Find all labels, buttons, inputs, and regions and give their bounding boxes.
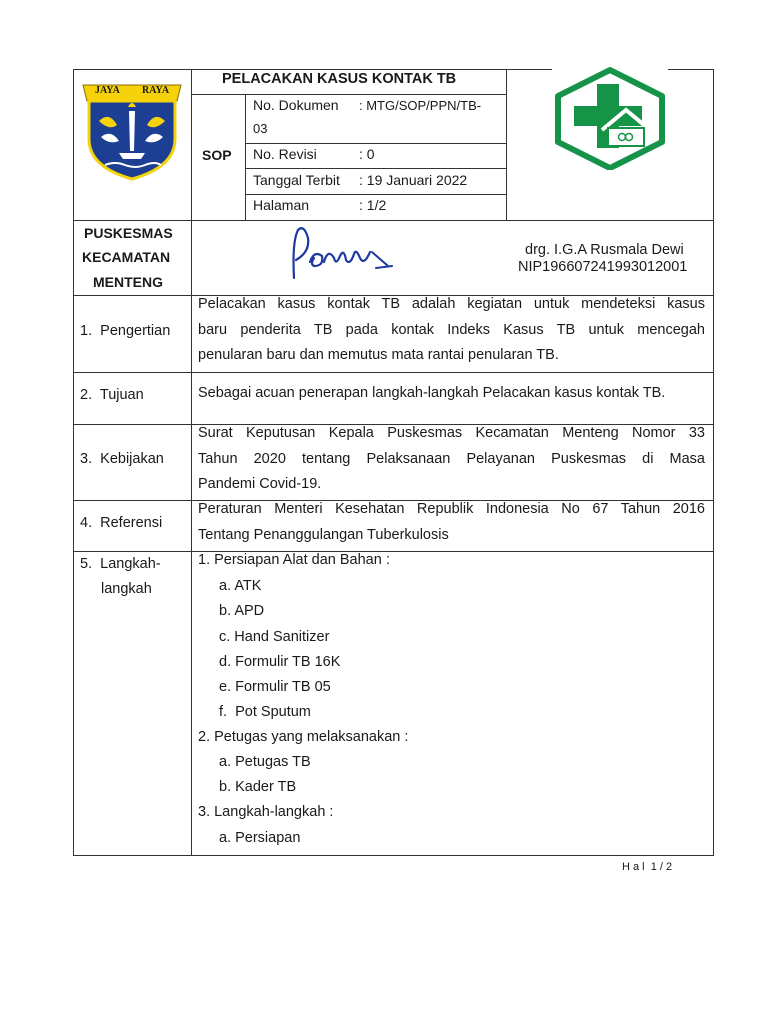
text-line: Pandemi Covid-19. — [198, 476, 322, 492]
header-field-line — [245, 143, 506, 144]
signer-name: drg. I.G.A Rusmala Dewi — [525, 242, 684, 258]
field-label-tanggal-terbit: Tanggal Terbit — [253, 172, 340, 188]
field-label-no-revisi: No. Revisi — [253, 146, 317, 162]
section-label-referensi: 4. Referensi — [80, 515, 163, 531]
field-label-no-dokumen: No. Dokumen — [253, 97, 339, 113]
sop-label: SOP — [202, 147, 232, 163]
section-label-tujuan: 2. Tujuan — [80, 387, 144, 403]
org-name-line-3: MENTENG — [93, 274, 163, 290]
field-value-tanggal-terbit: : 19 Januari 2022 — [359, 172, 468, 188]
emblem-text-raya: RAYA — [142, 85, 170, 96]
text-line: Tentang Penanggulangan Tuberkulosis — [198, 526, 449, 543]
section-label-langkah: 5. Langkah- — [80, 556, 161, 572]
row-line — [73, 551, 713, 552]
field-label-halaman: Halaman — [253, 197, 310, 213]
text-line: Surat Keputusan Kepala Puskesmas Kecamatan Menteng Nomor 33 — [198, 425, 705, 441]
section-label-kebijakan: 3. Kebijakan — [80, 451, 164, 467]
header-field-line — [245, 194, 506, 195]
table-border-left — [73, 69, 74, 856]
header-divider-logo — [506, 69, 507, 220]
text-line: penularan baru dan memutus mata rantai penularan TB. — [198, 347, 559, 363]
list-item: 3. Langkah-langkah : — [198, 804, 334, 820]
list-item: a. ATK — [219, 578, 262, 594]
list-item: d. Formulir TB 16K — [219, 654, 341, 670]
field-value-halaman: : 1/2 — [359, 197, 387, 213]
document-title: PELACAKAN KASUS KONTAK TB — [222, 71, 457, 87]
pengertian-text — [198, 292, 705, 369]
text-line: Peraturan Menteri Kesehatan Republik Indonesia No 67 Tahun 2016 — [198, 501, 705, 517]
text-line: Sebagai acuan penerapan langkah-langkah Pelacakan kasus kontak TB. — [198, 385, 666, 401]
text-line: Tahun 2020 tentang Pelaksanaan Pelayanan Puskesmas di Masa — [198, 450, 705, 467]
column-divider — [191, 69, 192, 856]
list-item: c. Hand Sanitizer — [219, 629, 330, 645]
field-value-no-revisi: : 0 — [359, 146, 375, 162]
page-number: H a l 1 / 2 — [622, 861, 673, 873]
kebijakan-text — [198, 421, 705, 498]
list-item: e. Formulir TB 05 — [219, 679, 331, 695]
table-border-bottom — [73, 855, 713, 856]
header-divider-sop — [245, 94, 246, 220]
referensi-text — [198, 497, 705, 548]
tujuan-text — [198, 381, 705, 407]
jakarta-emblem-logo — [81, 81, 183, 186]
section-label-langkah-cont: langkah — [101, 581, 152, 597]
text-line: baru penderita TB pada kontak Indeks Kasus TB untuk mencegah — [198, 321, 705, 338]
signature-image — [284, 222, 396, 293]
list-item: a. Petugas TB — [219, 754, 311, 770]
field-value-no-dokumen-cont: 03 — [253, 121, 268, 136]
list-item: a. Persiapan — [219, 830, 301, 846]
emblem-text-jaya: JAYA — [95, 85, 120, 96]
org-name-line-2: KECAMATAN — [82, 249, 171, 265]
signer-nip: NIP196607241993012001 — [518, 259, 688, 275]
list-item: f. Pot Sputum — [219, 704, 311, 720]
row-line — [73, 372, 713, 373]
org-name-line-1: PUSKESMAS — [84, 225, 173, 241]
header-field-line — [245, 168, 506, 169]
list-item: 1. Persiapan Alat dan Bahan : — [198, 552, 390, 568]
field-value-no-dokumen: : MTG/SOP/PPN/TB- — [359, 98, 482, 113]
list-item: b. APD — [219, 603, 265, 619]
table-border-right — [713, 69, 714, 856]
list-item: 2. Petugas yang melaksanakan : — [198, 729, 409, 745]
text-line: Pelacakan kasus kontak TB adalah kegiatan untuk mendeteksi kasus — [198, 296, 705, 312]
puskesmas-logo — [552, 66, 668, 175]
list-item: b. Kader TB — [219, 779, 297, 795]
header-title-line — [191, 94, 506, 95]
section-label-pengertian: 1. Pengertian — [80, 323, 171, 339]
